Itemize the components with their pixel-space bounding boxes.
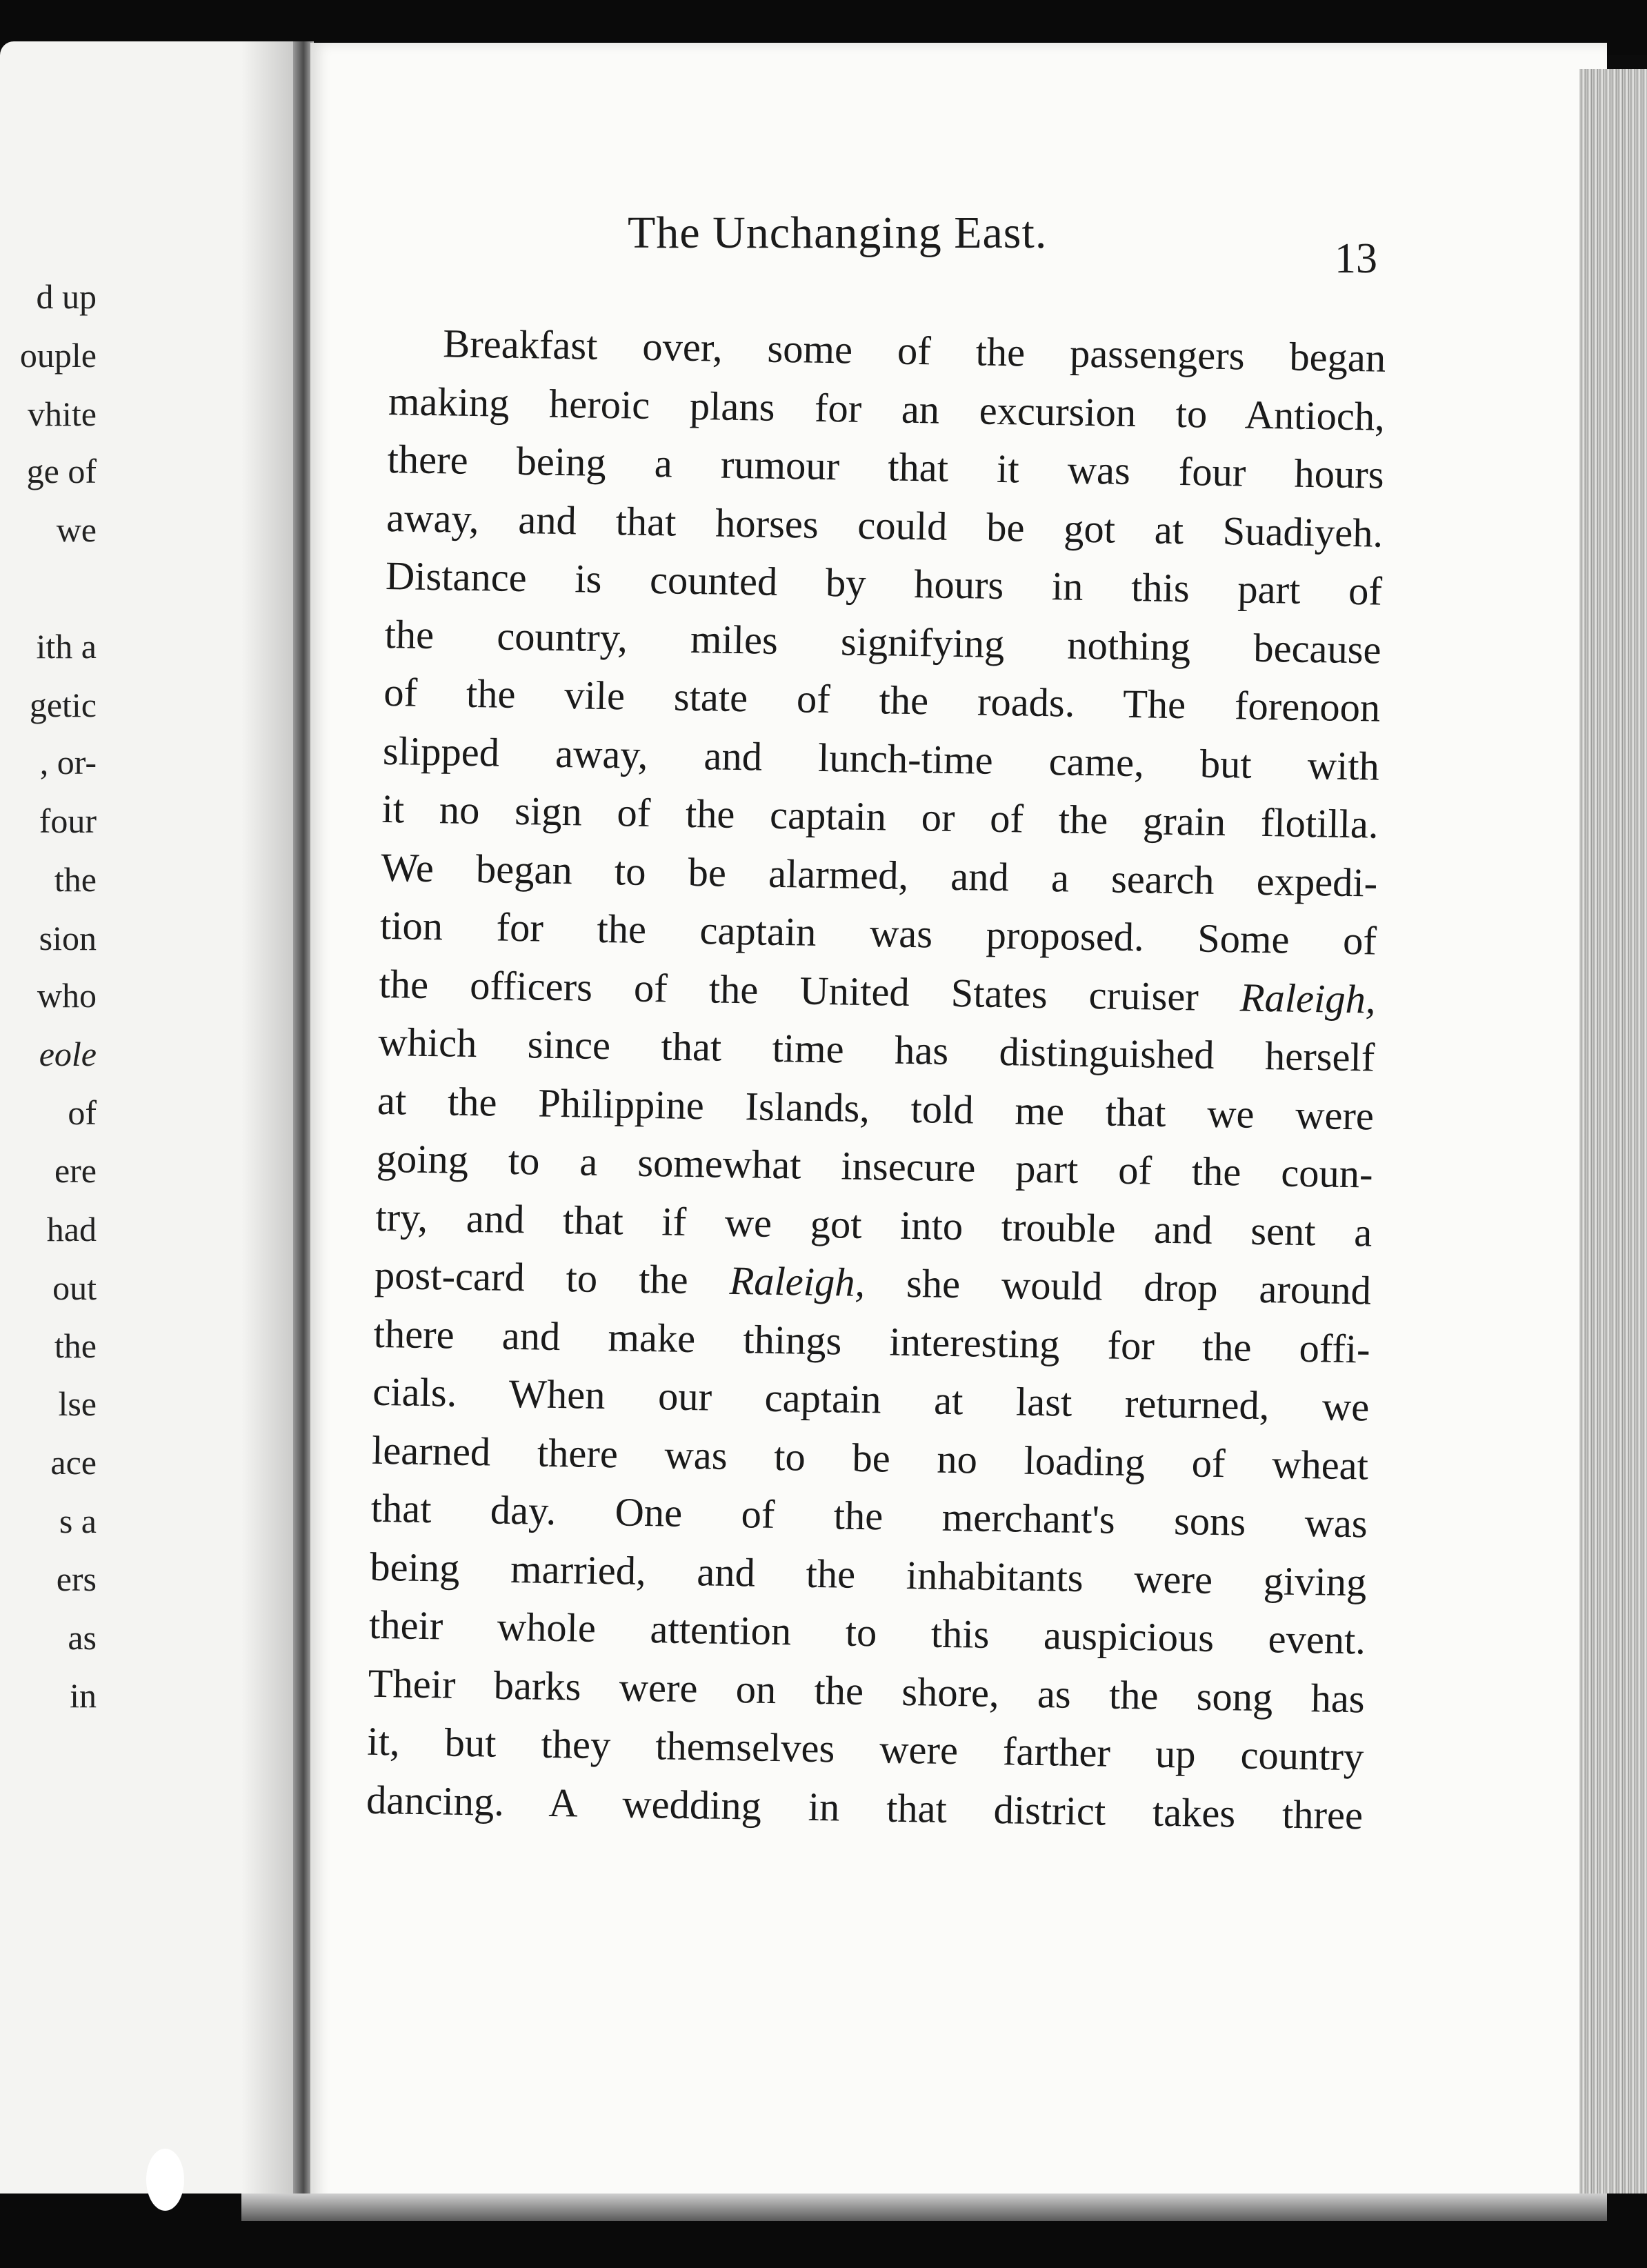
book-bottom-edge — [241, 2194, 1607, 2221]
text-line: going to a somewhat insecure part of the coun- — [376, 1135, 1374, 1197]
fragment-line: ge of — [26, 452, 97, 490]
text-line: tion for the captain was proposed. Some of — [379, 902, 1377, 964]
fragment-line: getic — [29, 686, 97, 724]
text-line: there and make things interesting for the offi- — [373, 1311, 1371, 1372]
fragment-line: lse — [58, 1384, 97, 1423]
fragment-line: ace — [50, 1443, 97, 1482]
italic-ship-name: Raleigh, — [729, 1257, 866, 1305]
text-line: cials. When our captain at last returned, we — [372, 1369, 1370, 1430]
text-line: try, and that if we got into trouble and sent a — [375, 1194, 1372, 1255]
text-line: away, and that horses could be got at Suadiyeh. — [386, 495, 1384, 556]
fragment-line: d up — [36, 277, 97, 316]
text-line: their whole attention to this auspicious event. — [368, 1602, 1366, 1663]
text-line: dancing. A wedding in that district takes three — [366, 1777, 1364, 1838]
fragment-line: as — [68, 1618, 97, 1657]
fragment-line: we — [56, 510, 97, 549]
text-segment: the officers of the United States cruiser — [379, 961, 1241, 1019]
fragment-line: of — [68, 1093, 97, 1132]
scan-border-bottom — [0, 2194, 1647, 2268]
page-number: 13 — [1335, 235, 1377, 282]
fragment-line: ers — [56, 1560, 97, 1598]
fragment-line: sion — [39, 919, 97, 957]
text-line: making heroic plans for an excursion to Antioch, — [388, 378, 1386, 439]
text-line: of the vile state of the roads. The forenoon — [383, 669, 1381, 730]
fragment-line: ere — [54, 1151, 97, 1190]
left-page-text-fragments — [0, 41, 97, 2207]
fragment-line: four — [39, 802, 97, 840]
running-head: The Unchanging East. — [628, 208, 1048, 258]
fragment-line: ith a — [36, 627, 97, 666]
italic-ship-name: Raleigh, — [1239, 974, 1377, 1022]
fragment-line: the — [54, 860, 97, 899]
fragment-line: , or- — [39, 743, 97, 782]
scan-smudge — [146, 2149, 184, 2211]
gutter-shadow — [241, 41, 297, 2207]
text-line: slipped away, and lunch-time came, but with — [382, 728, 1380, 789]
fragment-line: vhite — [28, 395, 97, 433]
text-line: Breakfast over, some of the passengers began — [442, 321, 1386, 381]
text-line: that day. One of the merchant's sons was — [370, 1485, 1368, 1546]
fragment-line: ouple — [19, 336, 97, 375]
text-line: it no sign of the captain or of the grain flotilla. — [381, 786, 1379, 847]
fragment-line: had — [46, 1210, 97, 1249]
text-line: the country, miles signifying nothing because — [384, 611, 1382, 673]
fragment-line: out — [52, 1269, 97, 1307]
text-line: there being a rumour that it was four hours — [387, 436, 1385, 497]
left-facing-page — [0, 41, 297, 2207]
text-line: being married, and the inhabitants were giving — [369, 1544, 1367, 1604]
text-line: We began to be alarmed, and a search expedi- — [380, 844, 1378, 906]
fragment-line: the — [54, 1326, 97, 1365]
text-line: learned there was to be no loading of wheat — [371, 1427, 1369, 1488]
fragment-line: s a — [59, 1502, 97, 1540]
text-line: at the Philippine Islands, told me that we were — [377, 1077, 1375, 1139]
fragment-line: who — [37, 976, 97, 1015]
fragment-line: in — [70, 1676, 97, 1715]
text-line: which since that time has distinguished herself — [377, 1019, 1375, 1080]
text-segment: she would drop around — [864, 1260, 1372, 1313]
fragment-line: eole — [39, 1035, 97, 1073]
text-segment: post-card to the — [374, 1252, 730, 1303]
body-text — [366, 314, 1386, 1844]
text-line: it, but they themselves were farther up country — [366, 1718, 1364, 1780]
text-line: Their barks were on the shore, as the song has — [368, 1660, 1366, 1721]
text-line: Distance is counted by hours in this part of — [385, 553, 1383, 614]
page-edges — [1579, 69, 1647, 2228]
